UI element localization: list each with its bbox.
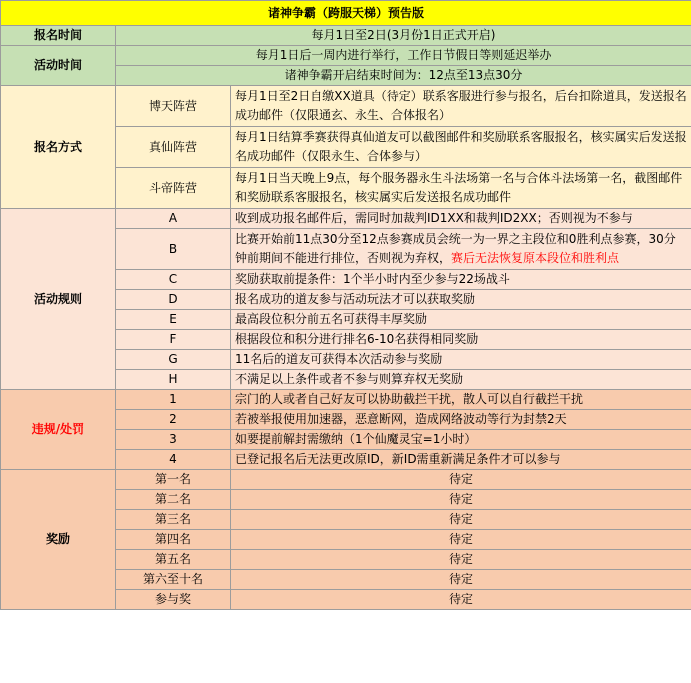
rule-text: 根据段位和积分进行排名6-10名获得相同奖励 [231,330,691,350]
registration-time-value: 每月1日至2日(3月份1日正式开启) [116,26,691,46]
camp-description: 每月1日结算季赛获得真仙道友可以截图邮件和奖励联系客服报名，核实属实后发送报名成功邮件（仅限永生、合体参与） [231,127,691,168]
rule-text: 不满足以上条件或者不参与则算弃权无奖励 [231,370,691,390]
registration-method-label: 报名方式 [1,86,116,209]
reward-value: 待定 [231,470,691,490]
camp-description: 每月1日至2日自缴XX道具（待定）联系客服进行参与报名，后台扣除道具，发送报名成功邮件（仅限通玄、永生、合体报名） [231,86,691,127]
rewards-label: 奖励 [1,470,116,610]
rule-key: F [116,330,231,350]
camp-description: 每月1日当天晚上9点，每个服务器永生斗法场第一名与合体斗法场第一名，截图邮件和奖励联系客服报名，核实属实后发送报名成功邮件 [231,168,691,209]
activity-time-label: 活动时间 [1,46,116,86]
reward-value: 待定 [231,490,691,510]
rule-text-red: 赛后无法恢复原本段位和胜利点 [451,251,620,265]
rule-key: A [116,209,231,229]
reward-rank: 第四名 [116,530,231,550]
rule-text: 奖励获取前提条件：1个半小时内至少参与22场战斗 [231,270,691,290]
reward-rank: 第三名 [116,510,231,530]
rule-text: 收到成功报名邮件后，需同时加裁判ID1XX和裁判ID2XX；否则视为不参与 [231,209,691,229]
reward-value: 待定 [231,570,691,590]
reward-value: 待定 [231,590,691,610]
penalty-key: 3 [116,430,231,450]
penalty-text: 已登记报名后无法更改原ID，新ID需重新满足条件才可以参与 [231,450,691,470]
reward-rank: 第六至十名 [116,570,231,590]
penalties-label: 违规/处罚 [1,390,116,470]
rule-key: D [116,290,231,310]
reward-rank: 第二名 [116,490,231,510]
registration-time-label: 报名时间 [1,26,116,46]
penalty-key: 4 [116,450,231,470]
camp-name: 真仙阵营 [116,127,231,168]
rule-text: 最高段位积分前五名可获得丰厚奖励 [231,310,691,330]
activity-time-line1: 每月1日后一周内进行举行，工作日节假日等则延迟举办 [116,46,691,66]
camp-name: 斗帝阵营 [116,168,231,209]
sheet-title: 诸神争霸（跨服天梯）预告版 [1,1,691,26]
reward-value: 待定 [231,510,691,530]
rule-text-mixed [231,229,691,270]
rule-text: 11名后的道友可获得本次活动参与奖励 [231,350,691,370]
reward-value: 待定 [231,550,691,570]
rule-key: C [116,270,231,290]
reward-rank: 参与奖 [116,590,231,610]
penalty-text: 若被举报使用加速器，恶意断网，造成网络波动等行为封禁2天 [231,410,691,430]
activity-time-line2: 诸神争霸开启结束时间为：12点至13点30分 [116,66,691,86]
activity-rules-label: 活动规则 [1,209,116,390]
penalty-key: 1 [116,390,231,410]
reward-rank: 第五名 [116,550,231,570]
reward-rank: 第一名 [116,470,231,490]
penalty-text: 宗门的人或者自己好友可以协助截拦干扰，散人可以自行截拦干扰 [231,390,691,410]
camp-name: 博天阵营 [116,86,231,127]
rule-text: 比赛开始前11点30分至12点参赛成员会统一为一界之主段位和0胜利点参赛，30分钟前期间不能进行排位，否则视为弃权， [235,232,676,265]
rule-key: B [116,229,231,270]
penalty-key: 2 [116,410,231,430]
reward-value: 待定 [231,530,691,550]
rule-key: G [116,350,231,370]
rule-key: E [116,310,231,330]
rule-key: H [116,370,231,390]
penalty-text: 如要提前解封需缴纳（1个仙魔灵宝=1小时） [231,430,691,450]
rule-text: 报名成功的道友参与活动玩法才可以获取奖励 [231,290,691,310]
